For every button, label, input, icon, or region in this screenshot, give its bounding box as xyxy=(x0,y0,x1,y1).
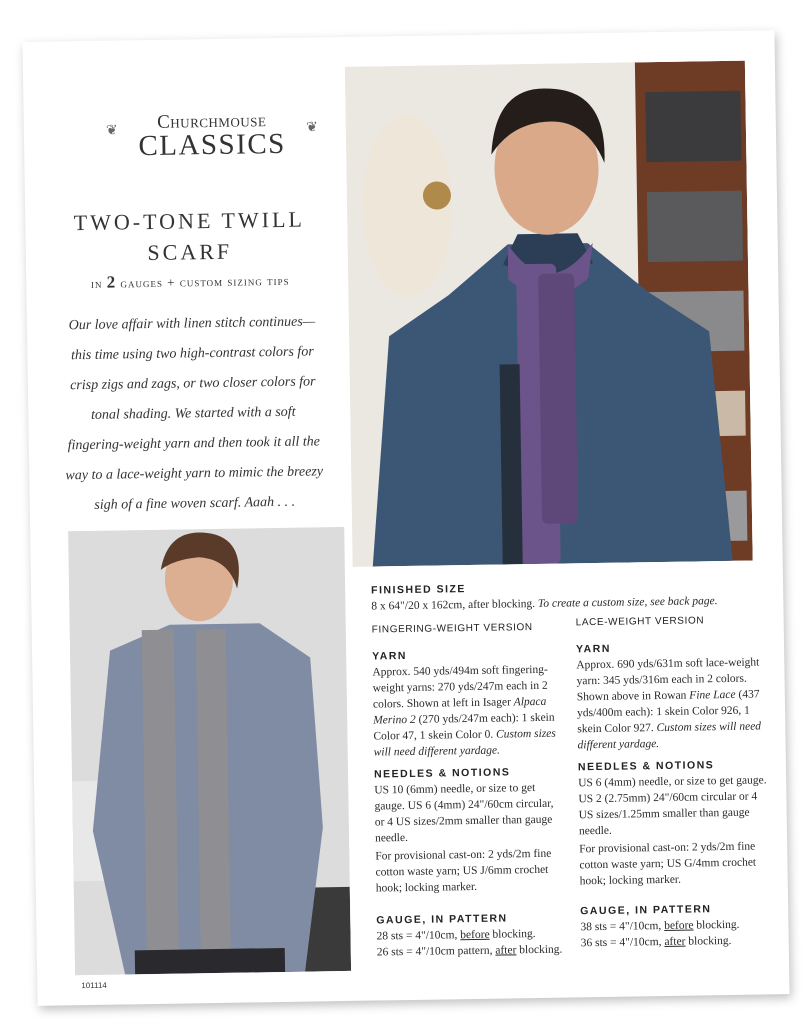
lace-yarn-note: Custom sizes will need different yardage. xyxy=(577,720,762,752)
main-photo-illustration xyxy=(345,61,753,567)
fingering-gauge-1-post: blocking. xyxy=(489,928,536,941)
fingering-yarn-text xyxy=(372,662,563,761)
lace-gauge-1-u: before xyxy=(664,919,694,932)
finished-size-value: 8 x 64"/20 x 162cm, after blocking. xyxy=(371,597,536,613)
brand-top-text: Churchmouse xyxy=(156,110,267,133)
fingering-gauge-2 xyxy=(377,941,577,960)
lace-gauge-1-pre: 38 sts = 4"/10cm, xyxy=(580,919,665,934)
lace-yarn-text xyxy=(576,654,769,753)
lace-gauge-1-post: blocking. xyxy=(693,918,740,932)
main-photo xyxy=(345,61,753,567)
subtitle-pre: in xyxy=(90,275,107,291)
fingering-gauge-2-pre: 26 sts = 4"/10cm pattern, xyxy=(376,944,496,959)
intro-paragraph: Our love affair with linen stitch continues—this time using two high-contrast colors for crisp zigs and zags, or two closer colors for tonal shading. We started with a soft fingering-weight yarn and then took it all the way to a lace-weight yarn to mimic the breezy sigh of a fine woven scarf. Aaah . . . xyxy=(65,314,324,513)
pattern-title xyxy=(53,203,326,269)
fingering-gauge-label: GAUGE, IN PATTERN xyxy=(376,912,508,927)
fingering-needles-label: NEEDLES & NOTIONS xyxy=(373,766,511,781)
title-line-2: SCARF xyxy=(147,238,233,266)
brand-main-text: CLASSICS xyxy=(138,127,287,163)
lace-heading: LACE-WEIGHT VERSION xyxy=(575,615,705,629)
lace-gauge-2 xyxy=(581,932,773,951)
fingering-gauge-2-post: blocking. xyxy=(516,943,563,957)
lace-yarn-desc: Approx. 690 yds/631m soft lace-weight yarn: 345 yds/316m each in 2 colors. Shown above in Rowan xyxy=(576,656,760,704)
subtitle-post: gauges + custom sizing tips xyxy=(116,272,290,291)
fingering-yarn-desc2: (270 yds/247m each): 1 skein Color 47, 1 skein Color 0. xyxy=(373,711,555,743)
fingering-yarn-desc: Approx. 540 yds/494m soft fingering-weight yarns: 270 yds/247m each in 2 colors. Shown at left in Isager xyxy=(372,663,548,711)
lace-needles-label: NEEDLES & NOTIONS xyxy=(577,759,715,774)
lace-gauge-2-u: after xyxy=(664,935,686,948)
lace-needles-text: US 6 (4mm) needle, or size to get gauge. US 2 (2.75mm) 24"/60cm circular or 4 US sizes/1.25mm smaller than gauge needle. xyxy=(578,774,767,838)
finished-size-note: To create a custom size, see back page. xyxy=(537,595,718,610)
fingering-needles-text: US 10 (6mm) needle, or size to get gauge. US 6 (4mm) 24"/60cm circular, or 4 US sizes/2mm smaller than gauge needle. xyxy=(374,782,554,845)
lace-notions-text: For provisional cast-on: 2 yds/2m fine cotton waste yarn; US G/4mm crochet hook; locking marker. xyxy=(579,840,757,888)
sprig-left-icon: ❦ xyxy=(105,123,118,139)
subtitle-num: 2 xyxy=(106,272,117,292)
lace-yarn-label: YARN xyxy=(575,642,611,656)
fingering-gauge-1-pre: 28 sts = 4"/10cm, xyxy=(376,929,461,943)
pattern-code: 101114 xyxy=(81,980,107,991)
fingering-heading: FINGERING-WEIGHT VERSION xyxy=(371,622,533,636)
fingering-gauge-1-u: before xyxy=(460,928,490,942)
fingering-notions-text: For provisional cast-on: 2 yds/2m fine cotton waste yarn; US J/6mm crochet hook; locking marker. xyxy=(375,847,552,895)
fingering-yarn-note: Custom sizes will need different yardage. xyxy=(373,727,556,759)
fingering-yarn-name: Alpaca Merino 2 xyxy=(373,695,547,727)
lace-yarn-desc2: (437 yds/400m each): 1 skein Color 926, 1 skein Color 927. xyxy=(576,688,760,736)
fingering-yarn-label: YARN xyxy=(372,650,408,663)
secondary-photo-illustration xyxy=(68,527,351,975)
fingering-gauge-2-u: after xyxy=(495,944,517,957)
pattern-page xyxy=(22,30,789,1006)
lace-gauge-label: GAUGE, IN PATTERN xyxy=(580,903,712,918)
title-line-1: TWO-TONE TWILL xyxy=(73,206,306,236)
sprig-right-icon: ❦ xyxy=(306,120,318,136)
lace-gauge-2-pre: 36 sts = 4"/10cm, xyxy=(580,935,665,950)
brand-logo xyxy=(102,109,323,163)
finished-size-label: FINISHED SIZE xyxy=(371,583,466,597)
pattern-subtitle xyxy=(54,269,326,293)
lace-yarn-name: Fine Lace xyxy=(689,688,736,702)
lace-gauge-2-post: blocking. xyxy=(685,934,732,948)
secondary-photo xyxy=(68,527,351,975)
